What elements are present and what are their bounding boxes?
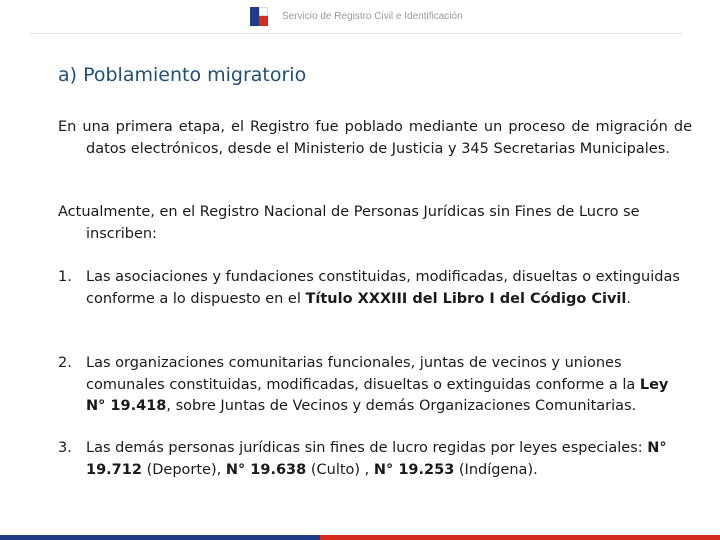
list-number: 3. <box>58 440 72 456</box>
list-item <box>58 353 692 418</box>
list-text-end: , sobre Juntas de Vecinos y demás Organizaciones Comunitarias. <box>166 398 637 414</box>
list-item <box>58 267 692 310</box>
list-text-mid: (Deporte), <box>141 461 226 478</box>
list-text: Las demás personas jurídicas sin fines de lucro regidas por leyes especiales: <box>86 440 648 456</box>
page-header <box>0 0 720 34</box>
law-ref-indigena: N° 19.253 <box>373 461 455 478</box>
list-text: Las asociaciones y fundaciones constituidas, modificadas, disueltas o extinguidas conforme a lo dispuesto en el <box>86 269 680 307</box>
list-text-end: . <box>626 290 631 307</box>
list-bold-ref: Título XXXIII del Libro I del Código Civil <box>305 290 627 307</box>
paragraph-intro: En una primera etapa, el Registro fue poblado mediante un proceso de migración de datos electrónicos, desde el Ministerio de Justicia y 345 Secretarias Municipales. <box>58 119 692 157</box>
list-item <box>58 438 692 481</box>
registro-civil-logo <box>250 7 268 26</box>
header-divider <box>30 33 682 34</box>
list-bold-ref: Ley N° 19.418 <box>86 376 669 414</box>
law-ref-deporte: N° 19.712 <box>86 440 667 478</box>
paragraph-current: Actualmente, en el Registro Nacional de Personas Jurídicas sin Fines de Lucro se inscriben: <box>58 204 640 242</box>
slide-title: a) Poblamiento migratorio <box>58 64 307 86</box>
footer-brand-bar <box>0 535 720 540</box>
law-ref-culto: N° 19.638 <box>225 461 307 478</box>
list-text-end: (Indígena). <box>454 461 538 478</box>
list-text-mid: (Culto) , <box>306 461 374 478</box>
list-number: 2. <box>58 355 72 371</box>
org-name: Servicio de Registro Civil e Identificación <box>282 11 463 22</box>
list-number: 1. <box>58 269 72 285</box>
list-text: Las organizaciones comunitarias funcionales, juntas de vecinos y uniones comunales constituidas, modificadas, disueltas o extinguidas conforme a la <box>86 355 640 393</box>
